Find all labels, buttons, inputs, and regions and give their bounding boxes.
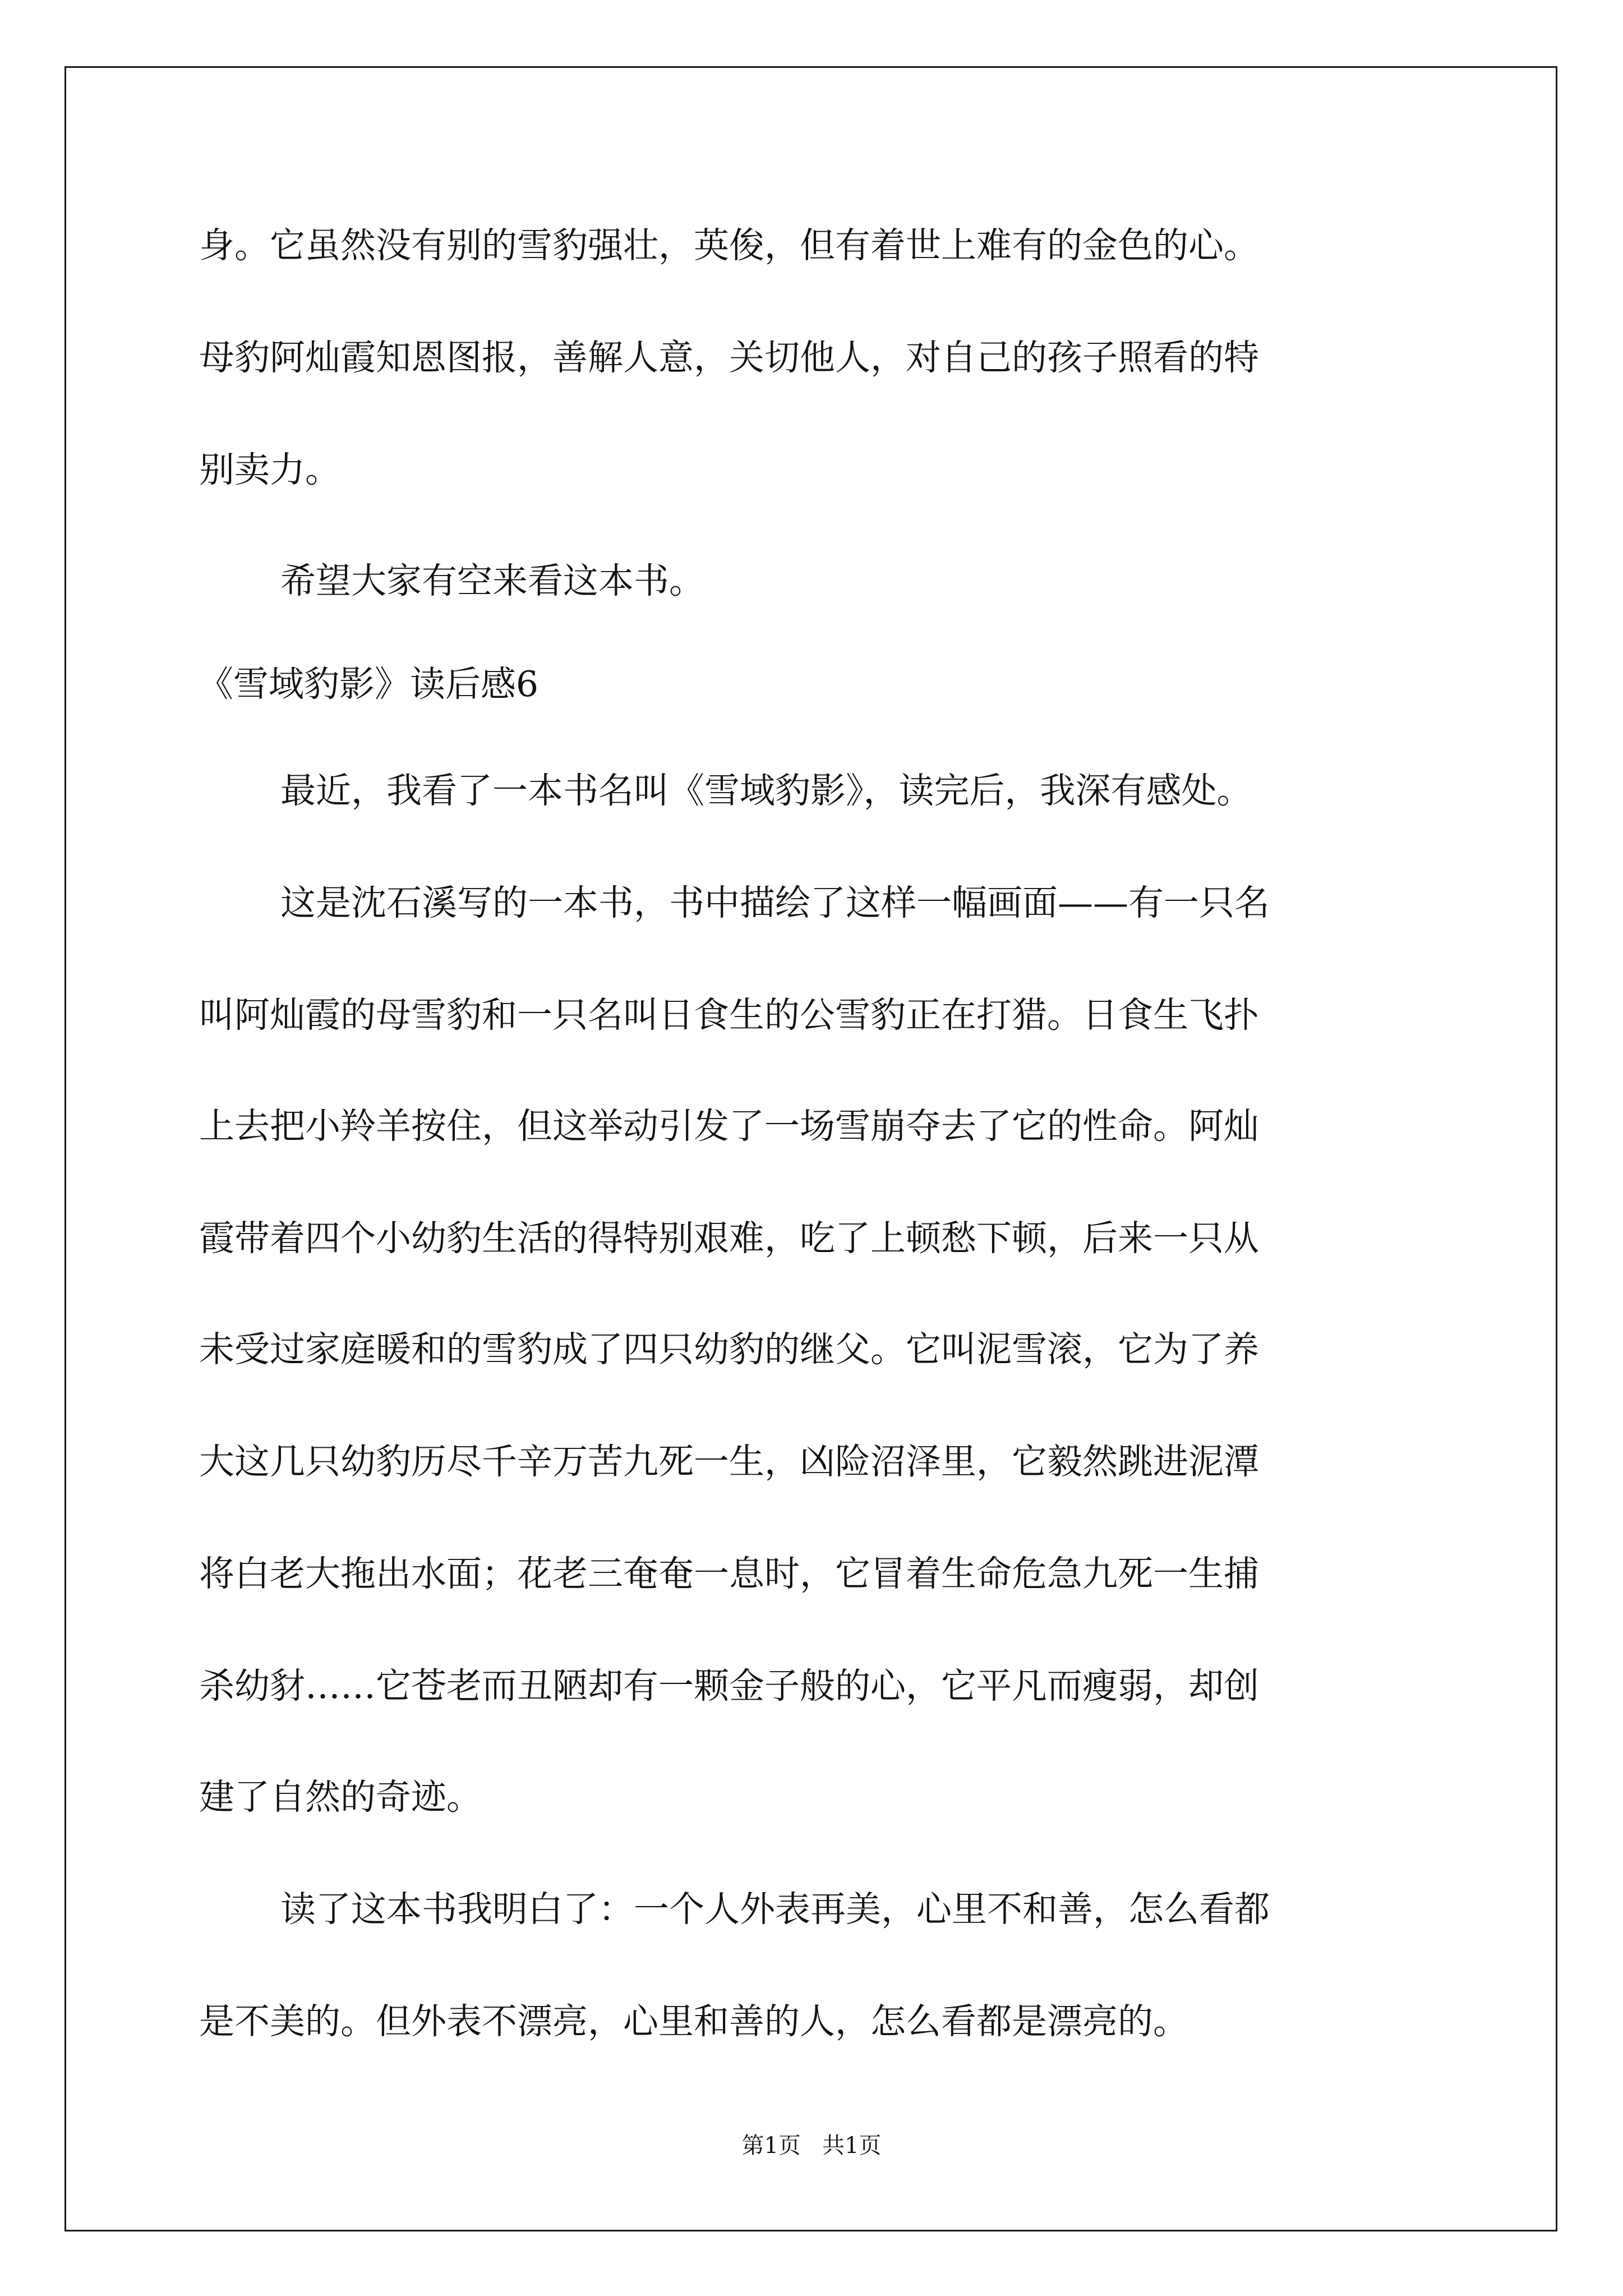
text-line: 身。它虽然没有别的雪豹强壮，英俊，但有着世上难有的金色的心。 — [199, 225, 1259, 266]
text-line: 大这几只幼豹历尽千辛万苦九死一生，凶险沼泽里，它毅然跳进泥潭 — [199, 1441, 1259, 1482]
text-line: 母豹阿灿霞知恩图报，善解人意，关切他人，对自己的孩子照看的特 — [199, 337, 1259, 378]
text-line: 读了这本书我明白了：一个人外表再美，心里不和善，怎么看都 — [280, 1889, 1270, 1930]
text-line: 这是沈石溪写的一本书，书中描绘了这样一幅画面——有一只名 — [280, 882, 1270, 923]
text-line: 叫阿灿霞的母雪豹和一只名叫日食生的公雪豹正在打猎。日食生飞扑 — [199, 995, 1259, 1036]
text-line: 霞带着四个小幼豹生活的得特别艰难，吃了上顿愁下顿，后来一只从 — [199, 1218, 1259, 1259]
text-line: 是不美的。但外表不漂亮，心里和善的人，怎么看都是漂亮的。 — [199, 2001, 1188, 2042]
text-line: 将白老大拖出水面；花老三奄奄一息时，它冒着生命危急九死一生捕 — [199, 1553, 1259, 1594]
text-line: 未受过家庭暖和的雪豹成了四只幼豹的继父。它叫泥雪滚，它为了养 — [199, 1329, 1259, 1370]
text-line: 建了自然的奇迹。 — [199, 1777, 482, 1818]
text-line: 上去把小羚羊按住，但这举动引发了一场雪崩夺去了它的性命。阿灿 — [199, 1106, 1259, 1147]
text-line: 最近，我看了一本书名叫《雪域豹影》，读完后，我深有感处。 — [280, 770, 1252, 811]
text-line: 别卖力。 — [199, 449, 340, 490]
text-line: 杀幼豺……它苍老而丑陋却有一颗金子般的心，它平凡而瘦弱，却创 — [199, 1665, 1259, 1706]
page-number-footer: 第1页 共1页 — [741, 2133, 882, 2159]
section-heading: 《雪域豹影》读后感6 — [198, 664, 539, 705]
text-line: 希望大家有空来看这本书。 — [280, 560, 704, 601]
